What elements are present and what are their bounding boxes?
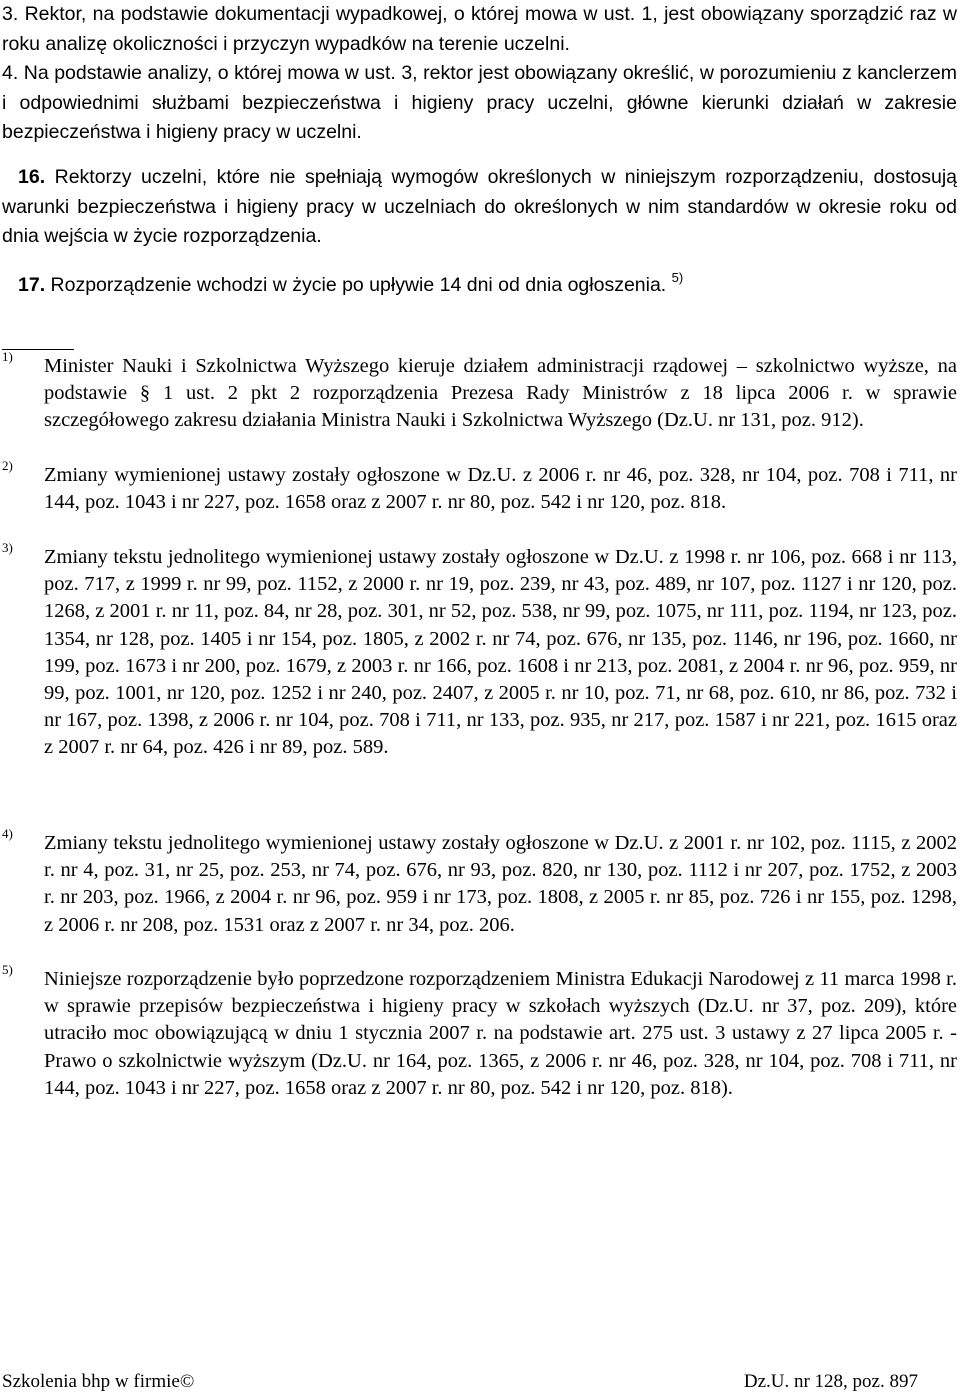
footnote-number: 2): [2, 458, 13, 473]
footnote-text: Zmiany wymienionej ustawy zostały ogłoszone w Dz.U. z 2006 r. nr 46, poz. 328, nr 104, poz. 708 i 711, nr 144, poz. 1043 i nr 227, poz. 1658 oraz z 2007 r. nr 80, poz. 542 i nr 120, poz. 818.: [44, 464, 957, 514]
footnote-number: 1): [2, 349, 13, 364]
footnote-1: [2, 349, 957, 435]
section-16: [2, 163, 957, 252]
paragraph-4: 4. Na podstawie analizy, o której mowa w ust. 3, rektor jest obowiązany określić, w porozumieniu z kanclerzem i odpowiednimi służbami bezpieczeństwa i higieny pracy uczelni, główne kierunki działań w zakresie bezpieczeństwa i higieny pracy w uczelni.: [2, 62, 957, 143]
footnote-4: [2, 826, 957, 939]
section-17-label: 17.: [18, 274, 46, 296]
footnote-text: Zmiany tekstu jednolitego wymienionej ustawy zostały ogłoszone w Dz.U. z 2001 r. nr 102, poz. 1115, z 2002 r. nr 4, poz. 31, nr 25, poz. 253, nr 74, poz. 676, nr 93, poz. 820, nr 130, poz. 1112 i nr 207, poz. 1752, z 2003 r. nr 203, poz. 1966, z 2004 r. nr 96, poz. 959 i nr 173, poz. 1808, z 2005 r. nr 85, poz. 726 i nr 155, poz. 1298, z 2006 r. nr 208, poz. 1531 oraz z 2007 r. nr 34, poz. 206.: [44, 832, 957, 936]
footnote-text: Minister Nauki i Szkolnictwa Wyższego kieruje działem administracji rządowej – szkolnictwo wyższe, na podstawie § 1 ust. 2 pkt 2 rozporządzenia Prezesa Rady Ministrów z 18 lipca 2006 r. w sprawie szczegółowego zakresu działania Ministra Nauki i Szkolnictwa Wyższego (Dz.U. nr 131, poz. 912).: [44, 355, 957, 432]
footnote-ref: 5): [671, 270, 684, 285]
footnote-number: 5): [2, 962, 13, 977]
footnote-5: [2, 962, 957, 1102]
paragraph-3: 3. Rektor, na podstawie dokumentacji wypadkowej, o której mowa w ust. 1, jest obowiązany sporządzić raz w roku analizę okoliczności i przyczyn wypadków na terenie uczelni.: [2, 3, 957, 55]
footnote-2: [2, 458, 957, 516]
footnote-text: Niniejsze rozporządzenie było poprzedzone rozporządzeniem Ministra Edukacji Narodowej z 11 marca 1998 r. w sprawie przepisów bezpieczeństwa i higieny pracy w szkołach wyższych (Dz.U. nr 37, poz. 209), które utraciło moc obowiązującą w dniu 1 stycznia 2007 r. na podstawie art. 275 ust. 3 ustawy z 27 lipca 2005 r. - Prawo o szkolnictwie wyższym (Dz.U. nr 164, poz. 1365, z 2006 r. nr 46, poz. 328, nr 104, poz. 708 i 711, nr 144, poz. 1043 i nr 227, poz. 1658 oraz z 2007 r. nr 80, poz. 542 i nr 120, poz. 818).: [44, 968, 957, 1099]
footnote-number: 4): [2, 826, 13, 841]
footer-left: Szkolenia bhp w firmie©: [2, 1371, 195, 1392]
section-16-label: 16.: [18, 166, 46, 188]
footnote-text: Zmiany tekstu jednolitego wymienionej ustawy zostały ogłoszone w Dz.U. z 1998 r. nr 106, poz. 668 i nr 113, poz. 717, z 1999 r. nr 99, poz. 1152, z 2000 r. nr 19, poz. 239, nr 43, poz. 489, nr 107, poz. 1127 i nr 120, poz. 1268, z 2001 r. nr 11, poz. 84, nr 28, poz. 301, nr 52, poz. 538, nr 99, poz. 1075, nr 111, poz. 1194, nr 123, poz. 1354, nr 128, poz. 1405 i nr 154, poz. 1805, z 2002 r. nr 74, poz. 676, nr 135, poz. 1146, nr 196, poz. 1660, nr 199, poz. 1673 i nr 200, poz. 1679, z 2003 r. nr 166, poz. 1608 i nr 213, poz. 2081, z 2004 r. nr 96, poz. 959, nr 99, poz. 1001, nr 120, poz. 1252 i nr 240, poz. 2407, z 2005 r. nr 10, poz. 71, nr 68, poz. 610, nr 86, poz. 732 i nr 167, poz. 1398, z 2006 r. nr 104, poz. 708 i 711, nr 133, poz. 935, nr 217, poz. 1587 i nr 221, poz. 1615 oraz z 2007 r. nr 64, poz. 426 i nr 89, poz. 589.: [44, 546, 957, 759]
footnote-number: 3): [2, 540, 13, 555]
section-17-text: Rozporządzenie wchodzi w życie po upływie 14 dni od dnia ogłoszenia.: [50, 274, 667, 296]
section-16-text: Rektorzy uczelni, które nie spełniają wymogów określonych w niniejszym rozporządzeniu, dostosują warunki bezpieczeństwa i higieny pracy w uczelniach do określonych w nim standardów w okresie roku od dnia wejścia w życie rozporządzenia.: [2, 166, 957, 247]
footnote-3: [2, 540, 957, 762]
section-17: [2, 271, 957, 301]
footer-right: Dz.U. nr 128, poz. 897: [743, 1371, 918, 1392]
